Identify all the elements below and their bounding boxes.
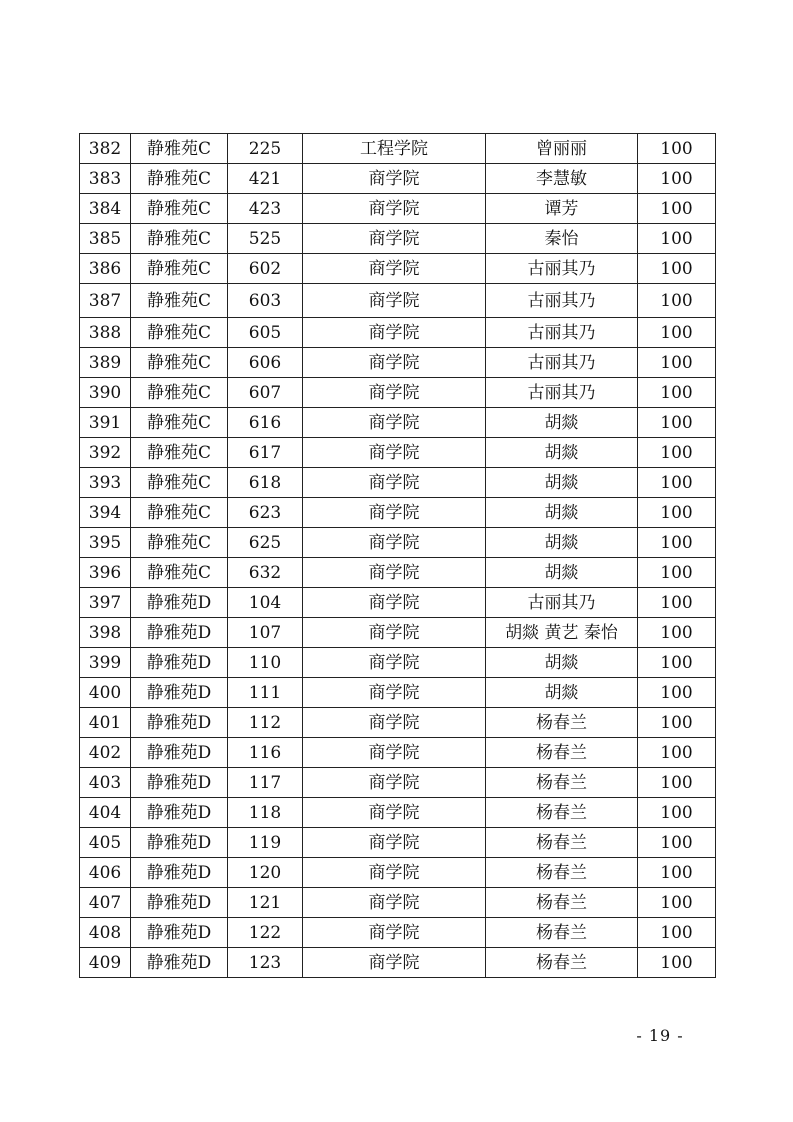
table-row	[80, 378, 716, 408]
room-number-cell: 602	[228, 254, 303, 284]
name-cell: 胡燚	[486, 678, 638, 708]
name-cell: 杨春兰	[486, 798, 638, 828]
table-row	[80, 254, 716, 284]
row-number-cell: 402	[80, 738, 131, 768]
room-number-cell: 116	[228, 738, 303, 768]
score-cell: 100	[638, 798, 716, 828]
row-number-cell: 390	[80, 378, 131, 408]
score-cell: 100	[638, 558, 716, 588]
college-cell: 商学院	[303, 708, 486, 738]
row-number-cell: 404	[80, 798, 131, 828]
name-cell: 杨春兰	[486, 888, 638, 918]
building-cell: 静雅苑D	[131, 858, 228, 888]
building-cell: 静雅苑C	[131, 528, 228, 558]
name-cell: 胡燚	[486, 648, 638, 678]
building-cell: 静雅苑C	[131, 134, 228, 164]
room-number-cell: 423	[228, 194, 303, 224]
table-row	[80, 588, 716, 618]
college-cell: 商学院	[303, 164, 486, 194]
score-cell: 100	[638, 618, 716, 648]
table-row	[80, 918, 716, 948]
building-cell: 静雅苑D	[131, 948, 228, 978]
table-row	[80, 498, 716, 528]
row-number-cell: 389	[80, 348, 131, 378]
row-number-cell: 382	[80, 134, 131, 164]
college-cell: 商学院	[303, 318, 486, 348]
room-number-cell: 117	[228, 768, 303, 798]
college-cell: 商学院	[303, 798, 486, 828]
score-cell: 100	[638, 438, 716, 468]
row-number-cell: 391	[80, 408, 131, 438]
building-cell: 静雅苑C	[131, 194, 228, 224]
table-row	[80, 284, 716, 318]
score-cell: 100	[638, 738, 716, 768]
table-row	[80, 678, 716, 708]
score-cell: 100	[638, 408, 716, 438]
score-cell: 100	[638, 768, 716, 798]
college-cell: 商学院	[303, 618, 486, 648]
row-number-cell: 407	[80, 888, 131, 918]
room-number-cell: 120	[228, 858, 303, 888]
college-cell: 商学院	[303, 528, 486, 558]
row-number-cell: 393	[80, 468, 131, 498]
table-row	[80, 164, 716, 194]
college-cell: 商学院	[303, 948, 486, 978]
table-row	[80, 708, 716, 738]
table-row	[80, 438, 716, 468]
score-cell: 100	[638, 678, 716, 708]
building-cell: 静雅苑C	[131, 408, 228, 438]
score-cell: 100	[638, 828, 716, 858]
row-number-cell: 394	[80, 498, 131, 528]
room-number-cell: 617	[228, 438, 303, 468]
row-number-cell: 383	[80, 164, 131, 194]
room-number-cell: 525	[228, 224, 303, 254]
room-number-cell: 104	[228, 588, 303, 618]
college-cell: 商学院	[303, 348, 486, 378]
building-cell: 静雅苑D	[131, 738, 228, 768]
table-row	[80, 888, 716, 918]
score-cell: 100	[638, 284, 716, 318]
name-cell: 古丽其乃	[486, 378, 638, 408]
building-cell: 静雅苑C	[131, 224, 228, 254]
table-row	[80, 798, 716, 828]
table-row	[80, 528, 716, 558]
name-cell: 古丽其乃	[486, 348, 638, 378]
building-cell: 静雅苑C	[131, 318, 228, 348]
building-cell: 静雅苑D	[131, 588, 228, 618]
score-cell: 100	[638, 888, 716, 918]
college-cell: 商学院	[303, 828, 486, 858]
table-row	[80, 828, 716, 858]
score-cell: 100	[638, 224, 716, 254]
college-cell: 商学院	[303, 468, 486, 498]
college-cell: 商学院	[303, 284, 486, 318]
building-cell: 静雅苑D	[131, 618, 228, 648]
table-row	[80, 618, 716, 648]
college-cell: 商学院	[303, 678, 486, 708]
name-cell: 杨春兰	[486, 768, 638, 798]
score-cell: 100	[638, 378, 716, 408]
row-number-cell: 409	[80, 948, 131, 978]
table-row	[80, 738, 716, 768]
college-cell: 商学院	[303, 738, 486, 768]
room-number-cell: 121	[228, 888, 303, 918]
score-cell: 100	[638, 318, 716, 348]
score-cell: 100	[638, 194, 716, 224]
building-cell: 静雅苑C	[131, 348, 228, 378]
room-number-cell: 122	[228, 918, 303, 948]
college-cell: 工程学院	[303, 134, 486, 164]
row-number-cell: 386	[80, 254, 131, 284]
row-number-cell: 401	[80, 708, 131, 738]
building-cell: 静雅苑C	[131, 378, 228, 408]
name-cell: 杨春兰	[486, 948, 638, 978]
row-number-cell: 395	[80, 528, 131, 558]
row-number-cell: 403	[80, 768, 131, 798]
table-row	[80, 948, 716, 978]
college-cell: 商学院	[303, 648, 486, 678]
score-cell: 100	[638, 348, 716, 378]
table-row	[80, 318, 716, 348]
building-cell: 静雅苑C	[131, 438, 228, 468]
name-cell: 曾丽丽	[486, 134, 638, 164]
college-cell: 商学院	[303, 888, 486, 918]
row-number-cell: 387	[80, 284, 131, 318]
building-cell: 静雅苑D	[131, 798, 228, 828]
row-number-cell: 397	[80, 588, 131, 618]
room-number-cell: 625	[228, 528, 303, 558]
name-cell: 秦怡	[486, 224, 638, 254]
college-cell: 商学院	[303, 194, 486, 224]
name-cell: 杨春兰	[486, 858, 638, 888]
score-cell: 100	[638, 648, 716, 678]
score-cell: 100	[638, 164, 716, 194]
room-number-cell: 607	[228, 378, 303, 408]
table-row	[80, 558, 716, 588]
building-cell: 静雅苑D	[131, 888, 228, 918]
college-cell: 商学院	[303, 858, 486, 888]
table-row	[80, 768, 716, 798]
score-cell: 100	[638, 708, 716, 738]
row-number-cell: 399	[80, 648, 131, 678]
score-cell: 100	[638, 528, 716, 558]
building-cell: 静雅苑C	[131, 254, 228, 284]
room-number-cell: 118	[228, 798, 303, 828]
college-cell: 商学院	[303, 588, 486, 618]
room-number-cell: 110	[228, 648, 303, 678]
building-cell: 静雅苑D	[131, 768, 228, 798]
name-cell: 古丽其乃	[486, 318, 638, 348]
name-cell: 胡燚	[486, 438, 638, 468]
room-number-cell: 119	[228, 828, 303, 858]
name-cell: 胡燚	[486, 558, 638, 588]
row-number-cell: 406	[80, 858, 131, 888]
score-cell: 100	[638, 858, 716, 888]
name-cell: 胡燚 黄艺 秦怡	[486, 618, 638, 648]
building-cell: 静雅苑D	[131, 678, 228, 708]
building-cell: 静雅苑C	[131, 558, 228, 588]
name-cell: 古丽其乃	[486, 588, 638, 618]
score-cell: 100	[638, 498, 716, 528]
building-cell: 静雅苑C	[131, 468, 228, 498]
name-cell: 杨春兰	[486, 828, 638, 858]
dormitory-score-table	[79, 133, 716, 978]
college-cell: 商学院	[303, 224, 486, 254]
college-cell: 商学院	[303, 498, 486, 528]
name-cell: 古丽其乃	[486, 284, 638, 318]
college-cell: 商学院	[303, 408, 486, 438]
table-row	[80, 194, 716, 224]
row-number-cell: 408	[80, 918, 131, 948]
table-row	[80, 408, 716, 438]
page-number: - 19 -	[636, 1026, 684, 1045]
table-row	[80, 468, 716, 498]
table-row	[80, 224, 716, 254]
table-row	[80, 858, 716, 888]
college-cell: 商学院	[303, 768, 486, 798]
row-number-cell: 398	[80, 618, 131, 648]
score-cell: 100	[638, 588, 716, 618]
room-number-cell: 111	[228, 678, 303, 708]
room-number-cell: 225	[228, 134, 303, 164]
room-number-cell: 605	[228, 318, 303, 348]
row-number-cell: 396	[80, 558, 131, 588]
name-cell: 胡燚	[486, 468, 638, 498]
table-row	[80, 648, 716, 678]
room-number-cell: 603	[228, 284, 303, 318]
college-cell: 商学院	[303, 918, 486, 948]
college-cell: 商学院	[303, 254, 486, 284]
row-number-cell: 388	[80, 318, 131, 348]
name-cell: 杨春兰	[486, 738, 638, 768]
name-cell: 李慧敏	[486, 164, 638, 194]
building-cell: 静雅苑D	[131, 828, 228, 858]
room-number-cell: 632	[228, 558, 303, 588]
table-body	[80, 134, 716, 978]
score-cell: 100	[638, 918, 716, 948]
row-number-cell: 405	[80, 828, 131, 858]
college-cell: 商学院	[303, 438, 486, 468]
college-cell: 商学院	[303, 558, 486, 588]
room-number-cell: 421	[228, 164, 303, 194]
score-cell: 100	[638, 468, 716, 498]
table-row	[80, 348, 716, 378]
building-cell: 静雅苑C	[131, 164, 228, 194]
row-number-cell: 384	[80, 194, 131, 224]
room-number-cell: 606	[228, 348, 303, 378]
building-cell: 静雅苑D	[131, 708, 228, 738]
room-number-cell: 618	[228, 468, 303, 498]
row-number-cell: 385	[80, 224, 131, 254]
room-number-cell: 107	[228, 618, 303, 648]
building-cell: 静雅苑C	[131, 284, 228, 318]
name-cell: 胡燚	[486, 498, 638, 528]
table-row	[80, 134, 716, 164]
college-cell: 商学院	[303, 378, 486, 408]
score-cell: 100	[638, 134, 716, 164]
score-cell: 100	[638, 254, 716, 284]
building-cell: 静雅苑C	[131, 498, 228, 528]
name-cell: 古丽其乃	[486, 254, 638, 284]
name-cell: 胡燚	[486, 528, 638, 558]
score-cell: 100	[638, 948, 716, 978]
room-number-cell: 123	[228, 948, 303, 978]
room-number-cell: 623	[228, 498, 303, 528]
name-cell: 杨春兰	[486, 918, 638, 948]
building-cell: 静雅苑D	[131, 918, 228, 948]
row-number-cell: 400	[80, 678, 131, 708]
name-cell: 胡燚	[486, 408, 638, 438]
row-number-cell: 392	[80, 438, 131, 468]
name-cell: 谭芳	[486, 194, 638, 224]
name-cell: 杨春兰	[486, 708, 638, 738]
room-number-cell: 112	[228, 708, 303, 738]
building-cell: 静雅苑D	[131, 648, 228, 678]
room-number-cell: 616	[228, 408, 303, 438]
